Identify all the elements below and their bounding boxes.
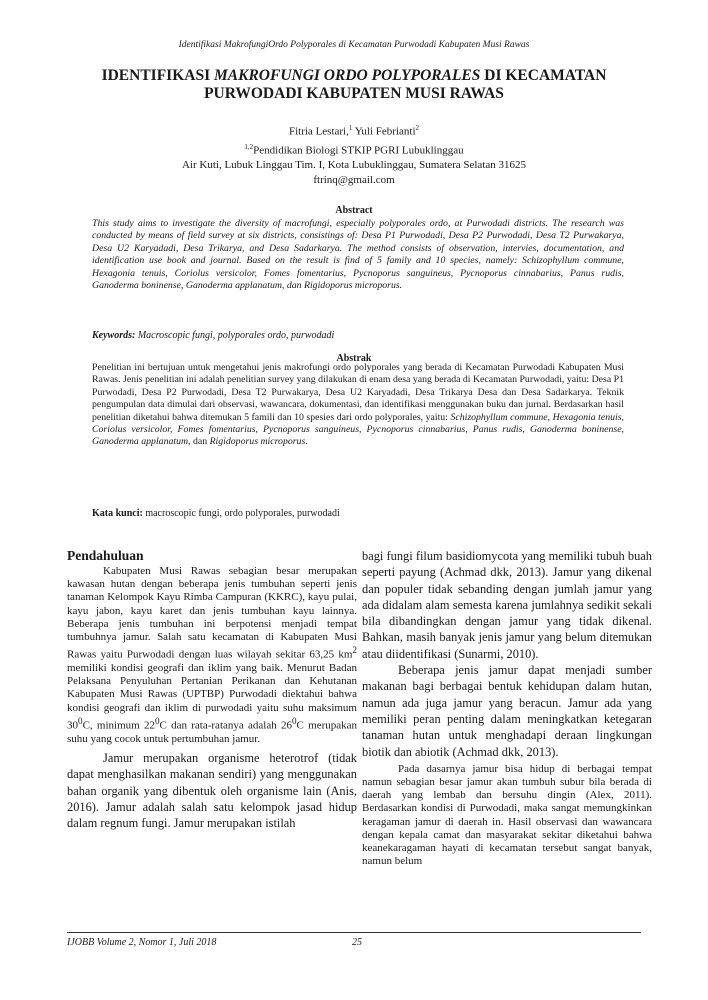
abstract-text: This study aims to investigate the diversity of macrofungi, especially polyporales ordo, at Purwodadi districts. The research was conducted by means of field survey at six districts, consistings of: Desa P1 Purwodadi, Desa P2 Purwodadi, Desa T2 Purwakarya, Desa U2 Karyadadi, Desa Trikarya, and Desa Sadarkarya. The method consists of observation, intervies, documentation, and identification use book and journal. Based on the result is find of 5 family and 10 species, namely: Schizophyllum commune, Hexagonia tenuis, Coriolus versicolor, Fomes fomentarius, Pycnoporus sanguineus, Pycnoporus cinnabarius, Panus rudis, Ganoderma boninense, Ganoderma applanatum, dan Rigidoporus microporus. [92, 218, 624, 292]
title-line1-suffix: DI KECAMATAN [480, 67, 607, 84]
affiliation-text: Pendidikan Biologi STKIP PGRI Lubuklinggau [253, 144, 464, 157]
left-p1-c: C, minimum 22 [82, 719, 155, 732]
section-heading: Pendahuluan [67, 548, 144, 563]
author-names [60, 121, 648, 140]
right-paragraph-2: Beberapa jenis jamur dapat menjadi sumber makanan bagi berbagai bentuk kehidupan dalam hutan, namun ada juga jamur yang beracun. Jamur ada yang memiliki peran penting dalam meningkatkan ketegaran tanaman hutan untuk menghadapi deraan lingkungan biotik dan abiotik (Achmad dkk, 2013). [362, 663, 652, 759]
abstrak-heading: Abstrak [336, 353, 372, 364]
author-1: Fitria Lestari, [288, 125, 349, 138]
abstrak-end: . [305, 436, 308, 448]
km2-sup: 2 [352, 645, 357, 656]
page-number: 25 [352, 937, 362, 948]
title-italic: MAKROFUNGI ORDO POLYPORALES [213, 67, 481, 84]
right-column [362, 548, 652, 868]
abstrak-species: Schizophyllum commune, Hexagonia tenuis, Coriolus versicolor, Fomes fomentarius, Pycnoporus sanguineus, Pycnoporus cinnabarius, Panus rudis, Ganoderma boninense, Ganoderma applanatum, [92, 411, 624, 448]
email: ftrinq@gmail.com [313, 174, 395, 187]
abstract-heading: Abstract [335, 205, 373, 216]
abstrak-text [92, 362, 624, 449]
affiliation [60, 140, 648, 159]
deg-sup-3: 0 [291, 715, 297, 726]
left-p1-e: C merupakan suhu yang cocok untuk pertumbuhan jamur. [67, 719, 357, 745]
author-2: Yuli Febrianti [352, 125, 416, 138]
left-p1-b: memiliki kondisi geografi dan iklim yang baik. Menurut Badan Pelaksana Penyuluhan Pertanian Perikanan dan Kehutanan Kabupaten Musi Rawas (UPTBP) Purwodadi diektahui bahwa kondisi geografi dan iklim di purwodadi yaitu suhu maksimum 30 [67, 662, 357, 732]
author-2-sup: 2 [415, 124, 420, 132]
deg-sup-1: 0 [78, 715, 83, 726]
right-paragraph-1: bagi fungi filum basidiomycota yang memiliki tubuh buah seperti payung (Achmad dkk, 2013). Jamur yang dikenal dan populer tidak sebanding dengan jumlah jamur yang ada didalam alam semesta karena jumlahnya sedikit sekali bila dibandingkan dengan jamur yang tidak dikenal. Bahkan, masih banyak jenis jamur yang belum ditemukan atau diidentifikasi (Sunarmi, 2010). [362, 549, 652, 661]
affiliation-sup: 1,2 [244, 142, 254, 151]
left-p1-a: Kabupaten Musi Rawas sebagian besar merupakan kawasan hutan dengan beberapa jenis tumbuhan seperti jenis tanaman Kelompok Kayu Rimba Campuran (KKRC), kayu pulai, kayu jabon, kayu karet dan jenis tumbuhan kayu lainnya. Beberapa jenis tumbuhan ini berpotensi menjadi tempat tumbuhnya jamur. Salah satu kecamatan di Kabupaten Musi Rawas yaitu Purwodadi dengan luas wilayah sekitar 63,25 km [67, 565, 357, 661]
address: Air Kuti, Lubuk Linggau Tim. I, Kota Lubuklinggau, Sumatera Selatan 31625 [181, 159, 527, 172]
left-paragraph-1 [67, 565, 357, 746]
abstrak-plain: Penelitian ini bertujuan untuk mengetahui jenis makrofungi ordo polyporales yang berada di Kecamatan Purwodadi Kabupaten Musi Rawas. Jenis penelitian ini adalah penelitian survey yang dilakukan di enam desa yang berada di Kecamatan Purwodadi, yaitu: Desa P1 Purwodadi, Desa P2 Purwodadi, Desa T2 Purwakarya, Desa U2 Karyadadi, Desa Trikarya Desa dan Desa Sadarkarya. Teknik pengumpulan data dimulai dari observasi, wawancara, dokumentasi, dan identifikasi menggunakan buku dan jurnal. Berdasarkan hasil penelitian diketahui bahwa ditemukan 5 famili dan 10 spesies dari ordo polyporales, yaitu: [92, 362, 624, 423]
kata-kunci-label: Kata kunci: [92, 508, 143, 519]
footer-rule [67, 932, 641, 933]
abstrak-dan: dan [190, 436, 210, 448]
abstrak-last-species: Rigidoporus microporus [209, 436, 306, 448]
left-p1-d: C dan rata-ratanya adalah 26 [159, 719, 292, 732]
author-block [60, 121, 648, 188]
left-column [67, 548, 357, 831]
running-head: Identifikasi MakrofungiOrdo Polyporales di Kecamatan Purwodadi Kabupaten Musi Rawas [178, 40, 530, 50]
kata-kunci-text: macroscopic fungi, ordo polyporales, purwodadi [142, 508, 340, 519]
keywords-text: Macroscopic fungi, polyporales ordo, purwodadi [135, 330, 335, 341]
kata-kunci-line [92, 508, 624, 519]
right-paragraph-3: Pada dasarnya jamur bisa hidup di berbagai tempat namun sebagian besar jamur akan tumbuh subur bila berada di daerah yang lembab dan bersuhu dingin (Alex, 2011). Berdasarkan kondisi di Purwodadi, maka sangat memungkinkan keragaman jamur di daerah in. Hasil observasi dan wawancara dengan kepala camat dan masyarakat sekitar diketahui bahwa keanekaragaman hayati di kecamatan tersebut sangat banyak, namun belum [362, 762, 652, 868]
keywords-line [92, 330, 624, 341]
deg-sup-2: 0 [154, 715, 160, 726]
title-line2: PURWODADI KABUPATEN MUSI RAWAS [204, 85, 504, 102]
left-paragraph-2: Jamur merupakan organisme heterotrof (tidak dapat menghasilkan makanan sendiri) yang menggunakan bahan organik yang dibentuk oleh organisme lain (Anis, 2016). Jamur adalah salah satu kelompok jasad hidup dalam regnum fungi. Jamur merupakan istilah [67, 750, 357, 831]
footer-journal: IJOBB Volume 2, Nomor 1, Juli 2018 [67, 937, 217, 948]
keywords-label: Keywords: [92, 330, 136, 341]
title-prefix: IDENTIFIKASI [101, 67, 214, 84]
paper-title [60, 67, 648, 103]
author-1-sup: 1 [348, 124, 353, 132]
